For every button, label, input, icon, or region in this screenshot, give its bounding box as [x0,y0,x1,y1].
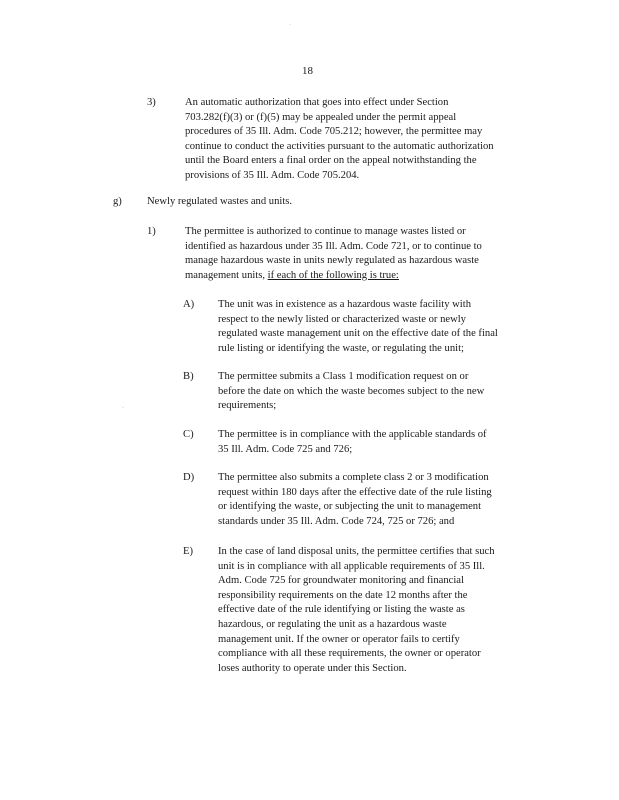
scan-mark: · [289,22,291,28]
item-label: 3) [147,97,156,108]
text-line: compliance with all these requirements, the owner or operator [218,648,481,660]
text-line: loses authority to operate under this Section. [218,662,407,674]
item-label: B) [183,371,194,382]
text-line: until the Board enters a final order on the appeal notwithstanding the [185,155,477,167]
text-line: In the case of land disposal units, the permittee certifies that such [218,546,495,557]
item-label: 1) [147,226,156,237]
text-line: procedures of 35 Ill. Adm. Code 705.212; however, the permittee may [185,126,483,138]
text-line: continue to conduct the activities pursuant to the automatic authorization [185,140,494,152]
text-line: hazardous, or regulating the unit as a hazardous waste [218,618,447,630]
text-line: Adm. Code 725 for groundwater monitoring and financial [218,575,464,587]
paragraph-text [218,428,487,457]
paragraph-text [218,370,484,414]
text-span: management units, [185,269,268,281]
paragraph-text [218,545,495,676]
paragraph-text [185,96,494,184]
item-label: g) [113,196,122,207]
text-line: effective date of the rule identifying or listing the waste as [218,604,465,616]
text-line: identified as hazardous under 35 Ill. Adm. Code 721, or to continue to [185,240,482,252]
paragraph-text [218,298,498,356]
item-label: D) [183,472,195,483]
text-line: regulated waste management unit on the effective date of the final [218,328,498,340]
text-line: The permittee submits a Class 1 modification request on or [218,371,469,382]
paragraph-text [147,195,292,210]
text-line [185,269,482,284]
scan-mark: · [122,405,124,411]
item-label: A) [183,299,195,310]
text-line: An automatic authorization that goes into effect under Section [185,97,449,108]
text-line: The permittee is in compliance with the applicable standards of [218,429,487,440]
text-line: rule listing or identifying the waste, or regulating the unit; [218,342,464,354]
item-label: E) [183,546,193,557]
text-line: 703.282(f)(3) or (f)(5) may be appealed under the permit appeal [185,111,457,123]
text-line: The permittee also submits a complete class 2 or 3 modification [218,472,489,483]
text-line: request within 180 days after the effective date of the rule listing [218,486,492,498]
text-line: The unit was in existence as a hazardous waste facility with [218,299,471,310]
text-line: standards under 35 Ill. Adm. Code 724, 725 or 726; and [218,515,455,527]
text-line: unit is in compliance with all applicable requirements of 35 Ill. [218,560,485,572]
text-line: before the date on which the waste becomes subject to the new [218,385,485,397]
text-line: management unit. If the owner or operator fails to certify [218,633,460,645]
text-line: manage hazardous waste in units newly regulated as hazardous waste [185,255,479,267]
text-line: 35 Ill. Adm. Code 725 and 726; [218,443,353,455]
paragraph-text [218,471,492,529]
paragraph-text [185,225,482,283]
item-label: C) [183,429,194,440]
text-line: respect to the newly listed or characterized waste or newly [218,313,466,325]
underlined-text: if each of the following is true: [267,269,399,281]
text-line: The permittee is authorized to continue to manage wastes listed or [185,226,466,237]
section-heading: Newly regulated wastes and units. [147,196,293,207]
text-line: or identifying the waste, or subjecting the unit to management [218,501,482,513]
text-line: provisions of 35 Ill. Adm. Code 705.204. [185,169,360,181]
text-line: requirements; [218,400,277,412]
text-line: responsibility requirements on the date 12 months after the [218,589,468,601]
page-number: 18 [302,65,313,77]
